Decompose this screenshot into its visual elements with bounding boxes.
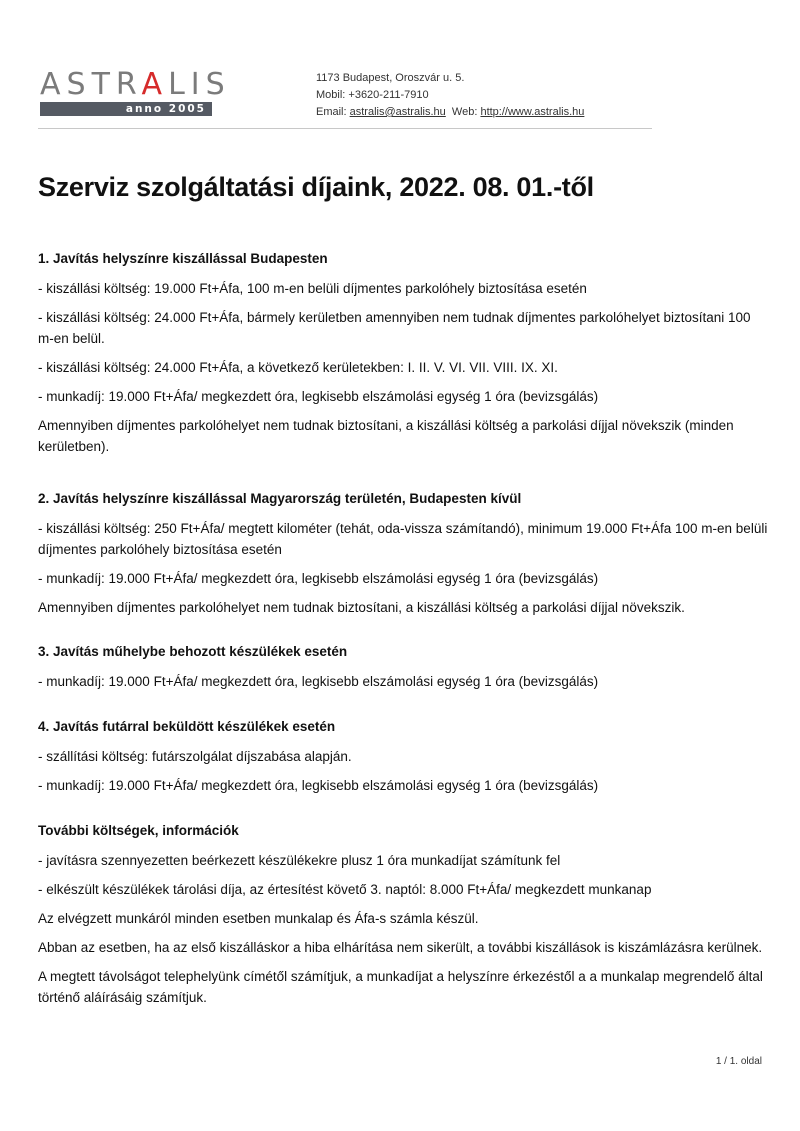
document-body: [38, 248, 768, 1016]
section-line: - kiszállási költség: 250 Ft+Áfa/ megtett kilométer (tehát, oda-vissza számítandó), minimum 19.000 Ft+Áfa 100 m-en belüli díjmentes parkolóhely biztosítása esetén: [38, 521, 768, 557]
logo-tagline: anno 2005: [40, 102, 212, 116]
page-title: Szerviz szolgáltatási díjaink, 2022. 08. 01.-től: [38, 172, 594, 202]
section-line: Amennyiben díjmentes parkolóhelyet nem tudnak biztosítani, a kiszállási költség a parkolási díjjal növekszik.: [38, 600, 685, 615]
section-heading: 3. Javítás műhelybe behozott készülékek esetén: [38, 644, 348, 659]
section-budapest-onsite: [38, 248, 768, 457]
section-heading: 4. Javítás futárral beküldött készülékek esetén: [38, 719, 336, 734]
section-line: - szállítási költség: futárszolgálat díjszabása alapján.: [38, 749, 352, 764]
contact-address: 1173 Budapest, Oroszvár u. 5.: [316, 72, 465, 84]
section-additional-info: [38, 820, 768, 1008]
section-line: - kiszállási költség: 24.000 Ft+Áfa, a következő kerületekben: I. II. V. VI. VII. VIII. IX. XI.: [38, 360, 558, 375]
section-line: - munkadíj: 19.000 Ft+Áfa/ megkezdett óra, legkisebb elszámolási egység 1 óra (bevizsgálás): [38, 674, 599, 689]
section-line: Az elvégzett munkáról minden esetben munkalap és Áfa-s számla készül.: [38, 911, 479, 926]
section-heading: További költségek, információk: [38, 823, 239, 838]
header-divider: [38, 128, 652, 129]
section-heading: 1. Javítás helyszínre kiszállással Budapesten: [38, 251, 328, 266]
email-link[interactable]: astralis@astralis.hu: [349, 106, 446, 118]
contact-mobile: Mobil: +3620-211-7910: [316, 89, 429, 101]
section-line: A megtett távolságot telephelyünk címétől számítjuk, a munkadíjat a helyszínre érkezéstől a a munkalap megrendelő által történő aláírásáig számítjuk.: [38, 969, 763, 1005]
contact-block: [316, 70, 584, 121]
section-heading: 2. Javítás helyszínre kiszállással Magyarország területén, Budapesten kívül: [38, 491, 522, 506]
section-line: - kiszállási költség: 24.000 Ft+Áfa, bármely kerületben amennyiben nem tudnak díjmentes parkolóhelyet biztosítani 100 m-en belül.: [38, 310, 751, 346]
section-hungary-onsite: [38, 488, 768, 618]
section-courier: [38, 716, 768, 796]
web-link[interactable]: http://www.astralis.hu: [480, 106, 585, 118]
section-line: - elkészült készülékek tárolási díja, az értesítést követő 3. naptól: 8.000 Ft+Áfa/ megkezdett munkanap: [38, 882, 652, 897]
section-line: - kiszállási költség: 19.000 Ft+Áfa, 100 m-en belüli díjmentes parkolóhely biztosítása esetén: [38, 281, 587, 296]
section-line: - munkadíj: 19.000 Ft+Áfa/ megkezdett óra, legkisebb elszámolási egység 1 óra (bevizsgálás): [38, 778, 599, 793]
company-logo: [40, 67, 231, 116]
logo-wordmark: ASTRALIS: [40, 67, 231, 102]
section-line: Amennyiben díjmentes parkolóhelyet nem tudnak biztosítani, a kiszállási költség a parkolási díjjal növekszik (minden kerületben).: [38, 418, 734, 454]
section-line: - javításra szennyezetten beérkezett készülékekre plusz 1 óra munkadíjat számítunk fel: [38, 853, 561, 868]
section-line: Abban az esetben, ha az első kiszálláskor a hiba elhárítása nem sikerült, a további kiszállások is kiszámlázásra kerülnek.: [38, 940, 763, 955]
contact-email-web: Email: astralis@astralis.hu Web: http://www.astralis.hu: [316, 106, 585, 118]
section-workshop: [38, 641, 768, 692]
section-line: - munkadíj: 19.000 Ft+Áfa/ megkezdett óra, legkisebb elszámolási egység 1 óra (bevizsgálás): [38, 389, 599, 404]
page-number: 1 / 1. oldal: [715, 1056, 762, 1067]
section-line: - munkadíj: 19.000 Ft+Áfa/ megkezdett óra, legkisebb elszámolási egység 1 óra (bevizsgálás): [38, 571, 599, 586]
